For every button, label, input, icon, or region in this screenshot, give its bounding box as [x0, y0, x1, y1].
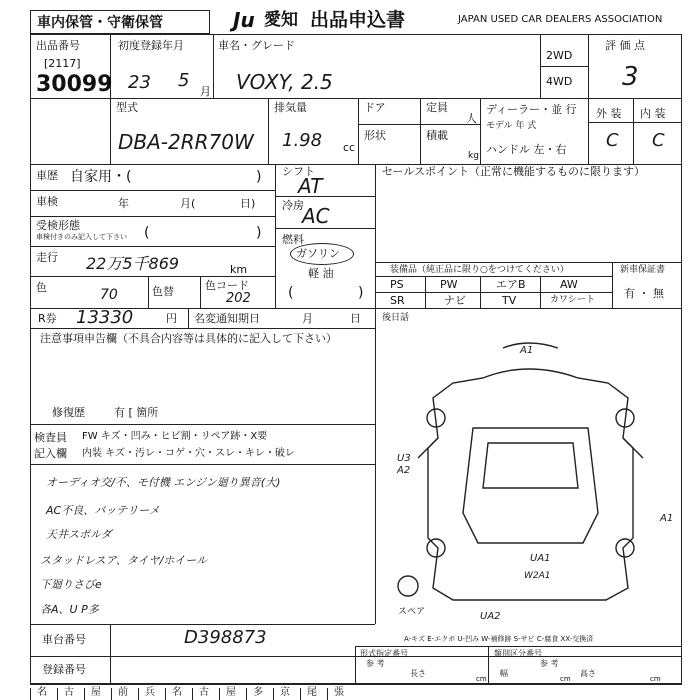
price-label: R券 [38, 312, 57, 325]
footer-char: 屋 [84, 688, 111, 700]
equip-pw: PW [440, 278, 458, 291]
disp-unit: cc [343, 141, 356, 154]
footer-char: 京 [273, 688, 300, 700]
color-value: 70 [100, 287, 118, 303]
disp-label: 排気量 [274, 101, 307, 114]
assoc-name: JAPAN USED CAR DEALERS ASSOCIATION [458, 14, 663, 25]
equipment-label: 装備品（純正品に限り○をつけてください） [390, 265, 569, 275]
reg-month-unit: 月 [200, 85, 211, 98]
cm-label-2: cm [560, 675, 571, 683]
fuel-gas: ガソリン [296, 247, 340, 260]
footer-char: 多 [246, 688, 273, 700]
logo-text: 愛知 [264, 10, 298, 30]
footer-char: 張 [327, 688, 354, 700]
width-label: 幅 [500, 669, 508, 678]
damage-legend: A-キズ E-エクボ U-凹み W-補修跡 S-サビ C-腐食 XX-交換済 [404, 635, 594, 643]
receive-open: ( [144, 225, 150, 241]
door-label: ドア [364, 101, 386, 114]
inspector-row2: 内装 キズ・汚レ・コゲ・穴・スレ・キレ・破レ [82, 448, 295, 459]
footer-char: 名 [165, 688, 192, 700]
color-code-label: 色コード [205, 279, 249, 292]
history-close: ) [256, 169, 262, 185]
footer-char: 名 [30, 688, 57, 700]
inspector-label2: 記入欄 [34, 447, 67, 460]
inspection-label: 車検 [36, 195, 58, 208]
equip-sr: SR [390, 294, 405, 307]
lot-number: 30099 [36, 72, 113, 97]
inspection-month: 月( [180, 197, 196, 210]
receive-sub: 車検付きのみ記入して下さい [36, 233, 127, 241]
ext-value: C [606, 130, 619, 151]
cm-label-1: cm [476, 675, 487, 683]
load-unit: kg [468, 151, 479, 161]
ext-label: 外 装 [596, 107, 622, 120]
int-label: 内 装 [640, 107, 666, 120]
diag-ann-7: UA2 [480, 611, 501, 622]
mileage-value: 22万5千869 [86, 254, 180, 273]
mileage-unit: km [230, 263, 248, 276]
after-label: 後日話 [382, 313, 410, 323]
equip-ps: PS [390, 278, 404, 291]
lot-label: 出品番号 [36, 39, 80, 52]
fuel-label: 燃料 [282, 233, 304, 246]
color-change-label: 色替 [152, 285, 174, 298]
footer-char-row [30, 688, 360, 700]
fuel-open: ( [288, 285, 294, 301]
inspection-year: 年 [118, 197, 129, 210]
footer-char: 前 [111, 688, 138, 700]
ref-label-2: 参 考 [540, 659, 559, 668]
fuel-gas-circle [290, 243, 354, 265]
new-warranty-label: 新車保証書 [620, 265, 666, 275]
height-label: 高さ [580, 669, 596, 678]
new-warranty-value: 有 ・ 無 [624, 287, 664, 300]
score-value: 3 [622, 62, 639, 92]
note-line-4: スタッドレスア、タイヤ/ホイール [40, 554, 208, 567]
model-year-label: モデル 年 式 [486, 121, 537, 131]
fuel-close: ) [358, 285, 364, 301]
form-label: 形式指定番号 [360, 649, 408, 658]
dealer-label: ディーラー・並 行 [486, 103, 577, 116]
score-label: 評 価 点 [605, 39, 645, 52]
ac-label: 冷房 [282, 199, 304, 212]
model-value: DBA-2RR70W [118, 130, 254, 154]
shape-label: 形状 [364, 129, 386, 142]
price-unit: 円 [166, 312, 177, 325]
footer-char: 古 [192, 688, 219, 700]
diag-ann-4: A1 [660, 513, 674, 524]
equip-leather: カワシート [550, 295, 596, 305]
storage-note-box [30, 10, 210, 34]
note-line-1: オーディオ交/不、モ付機 エンジン廻り異音(大) [46, 476, 281, 489]
notice-label: 名変通知期日 [194, 312, 260, 325]
diag-ann-3: A2 [397, 465, 411, 476]
cap-unit: 人 [466, 112, 477, 125]
history-label: 車歴 [36, 169, 58, 182]
receive-close: ) [256, 225, 262, 241]
note-line-5: 下廻りさびe [40, 578, 102, 591]
shift-value: AT [298, 174, 323, 198]
notice-month: 月 [302, 312, 313, 325]
reg-label: 初度登録年月 [118, 39, 184, 52]
inspection-day: 日) [240, 197, 256, 210]
class-label: 類別区分番号 [494, 649, 542, 658]
history-value: 自家用・( [70, 169, 132, 185]
note-line-3: 天井スポルダ [46, 528, 112, 541]
load-label: 積載 [426, 129, 448, 142]
footer-char: 屋 [219, 688, 246, 700]
equip-navi: ナビ [444, 294, 466, 307]
diag-ann-1: A1 [520, 345, 534, 356]
color-code-value: 202 [226, 291, 251, 306]
doc-title: 出品申込書 [310, 9, 406, 31]
logo-mark: Ju [233, 8, 255, 32]
equip-airbag: エアB [496, 278, 526, 291]
shift-label: シフト [282, 165, 315, 178]
ref-label-1: 参 考 [366, 659, 385, 668]
model-label: 型式 [116, 101, 138, 114]
cm-label-3: cm [650, 675, 661, 683]
inspector-row1: FW キズ・凹み・ヒビ割・リペア跡・X要 [82, 431, 268, 442]
int-value: C [652, 130, 665, 151]
repair-label: 修復歴 [52, 406, 85, 419]
inspector-label1: 検査員 [34, 431, 67, 444]
diag-spare: スペア [398, 607, 426, 617]
footer-char: 古 [57, 688, 84, 700]
registration-label: 登録番号 [42, 663, 86, 676]
diag-ann-2: U3 [397, 453, 411, 464]
drive-4wd: 4WD [546, 75, 573, 88]
notes-label: 注意事項申告欄（不具合内容等は具体的に記入して下さい） [40, 332, 337, 345]
color-label: 色 [36, 281, 47, 294]
ac-value: AC [302, 204, 330, 228]
cap-label: 定員 [426, 101, 448, 114]
storage-note: 車内保管・守衛保管 [37, 15, 163, 31]
equip-tv: TV [502, 294, 517, 307]
price-value: 13330 [76, 307, 134, 328]
name-label: 車名・グレード [218, 39, 295, 52]
reg-month: 5 [178, 70, 190, 91]
lot-sub: [2117] [44, 57, 81, 70]
diag-ann-5: UA1 [530, 553, 551, 564]
handle-label: ハンドル 左・右 [486, 143, 567, 156]
name-value: VOXY, 2.5 [236, 70, 333, 94]
footer-char: 兵 [138, 688, 165, 700]
footer-char: 尾 [300, 688, 327, 700]
mileage-label: 走行 [36, 251, 58, 264]
note-line-6: 各A、U P多 [40, 603, 99, 616]
chassis-value: D398873 [184, 627, 267, 648]
reg-year: 23 [128, 72, 151, 93]
selling-points-label: セールスポイント（正常に機能するものに限ります） [382, 165, 646, 178]
equip-aw: AW [560, 278, 578, 291]
drive-2wd: 2WD [546, 49, 573, 62]
disp-value: 1.98 [282, 130, 323, 151]
fuel-diesel: 軽 油 [308, 267, 334, 280]
receive-label: 受検形態 [36, 219, 80, 232]
notice-day: 日 [350, 312, 361, 325]
note-line-2: AC不良、バッテリーメ [46, 504, 160, 517]
repair-value: 有 [ 箇所 [114, 406, 159, 419]
length-label: 長さ [410, 669, 426, 678]
diag-ann-6: W2A1 [524, 571, 551, 581]
chassis-label: 車台番号 [42, 633, 86, 646]
